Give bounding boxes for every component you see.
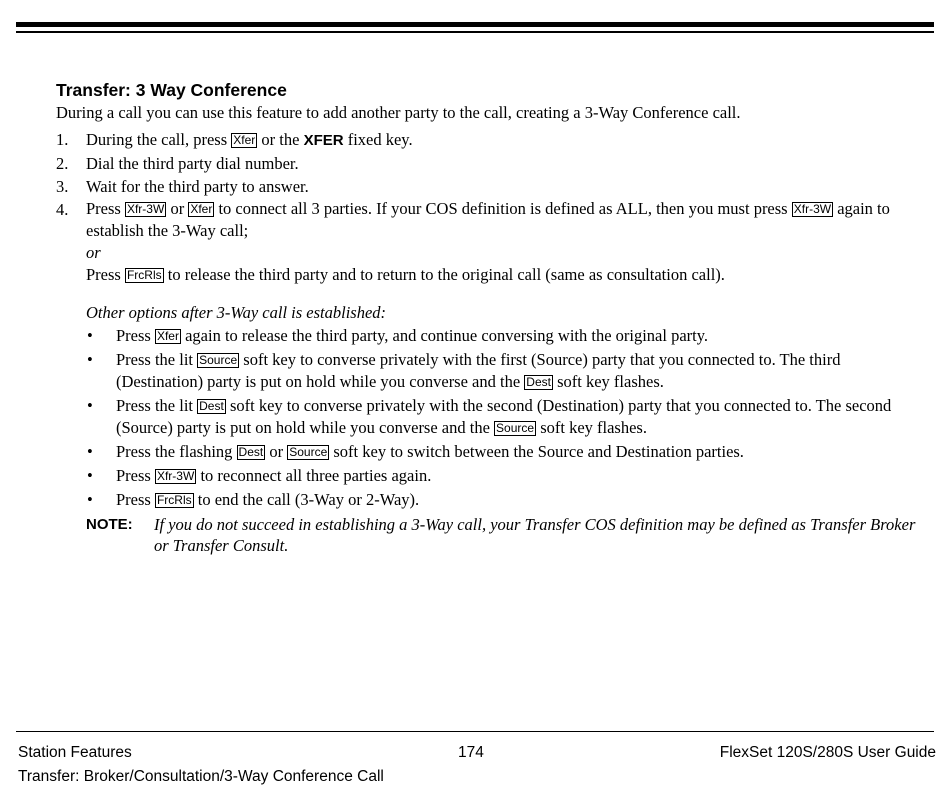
source-key: Source <box>199 353 238 367</box>
frcrls-key: FrcRls <box>156 493 192 507</box>
footer-chapter: Station Features <box>18 744 132 761</box>
step-text: fixed key. <box>347 130 413 149</box>
step-number: 3. <box>56 177 69 196</box>
option-text: soft key flashes. <box>540 418 647 437</box>
step-number: 4. <box>56 200 69 219</box>
xfr-3w-key: Xfr-3W <box>126 202 165 216</box>
frcrls-key: FrcRls <box>126 268 162 282</box>
step-text: to connect all 3 parties. If your COS definition is defined as ALL, then you must press <box>218 199 788 218</box>
footer-section: Transfer: Broker/Consultation/3-Way Conference Call <box>18 768 384 785</box>
option-text: soft key to converse privately with the second (Destination) party that you connected to. The second (Source) party is put on hold while you converse and the <box>116 396 892 437</box>
options-title: Other options after 3-Way call is established: <box>86 303 387 322</box>
option-item <box>56 465 916 487</box>
xfer-fixed-key: XFER <box>303 132 344 149</box>
note-label: NOTE: <box>86 516 133 533</box>
step-text: Press <box>86 199 121 218</box>
step-text: or <box>170 199 185 218</box>
option-item <box>56 349 916 393</box>
dest-key: Dest <box>238 445 264 459</box>
option-text: to end the call (3-Way or 2-Way). <box>197 490 420 509</box>
source-key: Source <box>289 445 328 459</box>
step-text: Dial the third party dial number. <box>86 154 299 173</box>
step-text: Wait for the third party to answer. <box>86 177 309 196</box>
bullet-glyph: • <box>87 326 93 345</box>
option-text: Press the lit <box>116 396 193 415</box>
page-number: 174 <box>458 744 484 761</box>
option-text: soft key flashes. <box>557 372 664 391</box>
step-1 <box>56 128 916 152</box>
step-number: 2. <box>56 154 69 173</box>
note-text: If you do not succeed in establishing a 3-Way call, your Transfer COS definition may be defined as Transfer Broker or Transfer Consult. <box>154 515 916 555</box>
dest-key: Dest <box>199 399 224 413</box>
step-2 <box>56 152 916 175</box>
option-item <box>56 489 916 511</box>
note <box>56 514 916 556</box>
xfr-3w-key: Xfr-3W <box>793 202 832 216</box>
step-text: to release the third party and to return to the original call (same as consultation call). <box>167 265 725 284</box>
xfer-key: Xfer <box>190 202 213 216</box>
option-text: soft key to converse privately with the first (Source) party that you connected to. The third (Destination) party is put on hold while you converse and the <box>116 350 841 391</box>
step-number: 1. <box>56 130 69 149</box>
option-text: Press <box>116 326 151 345</box>
header-rule-thin <box>16 31 934 33</box>
option-text: or <box>269 442 284 461</box>
section-heading: Transfer: 3 Way Conference <box>56 80 287 100</box>
intro-paragraph: During a call you can use this feature to add another party to the call, creating a 3-Way Conference call. <box>56 103 741 122</box>
option-text: Press the flashing <box>116 442 233 461</box>
footer-guide-title: FlexSet 120S/280S User Guide <box>719 744 936 761</box>
header-rule-thick <box>16 22 934 27</box>
xfer-key: Xfer <box>233 133 256 147</box>
option-item <box>56 325 916 347</box>
option-text: Press <box>116 490 151 509</box>
or-label: or <box>86 243 101 262</box>
option-text: soft key to switch between the Source and Destination parties. <box>333 442 744 461</box>
source-key: Source <box>496 421 535 435</box>
xfr-3w-key: Xfr-3W <box>156 469 195 483</box>
bullet-glyph: • <box>87 396 93 415</box>
step-3 <box>56 175 916 198</box>
option-text: Press <box>116 466 151 485</box>
step-text: or the <box>261 130 300 149</box>
step-4 <box>56 198 916 286</box>
option-text: to reconnect all three parties again. <box>200 466 432 485</box>
bullet-glyph: • <box>87 466 93 485</box>
xfer-key: Xfer <box>156 329 179 343</box>
option-text: Press the lit <box>116 350 193 369</box>
step-text: During the call, press <box>86 130 228 149</box>
step-text: Press <box>86 265 121 284</box>
footer-rule <box>16 731 934 732</box>
bullet-glyph: • <box>87 490 93 509</box>
option-text: again to release the third party, and continue conversing with the original party. <box>185 326 709 345</box>
page-content <box>56 78 916 556</box>
option-item <box>56 441 916 463</box>
option-item <box>56 395 916 439</box>
bullet-glyph: • <box>87 350 93 369</box>
bullet-glyph: • <box>87 442 93 461</box>
dest-key: Dest <box>526 375 551 389</box>
step-text: again to establish the 3-Way call; <box>86 199 890 240</box>
